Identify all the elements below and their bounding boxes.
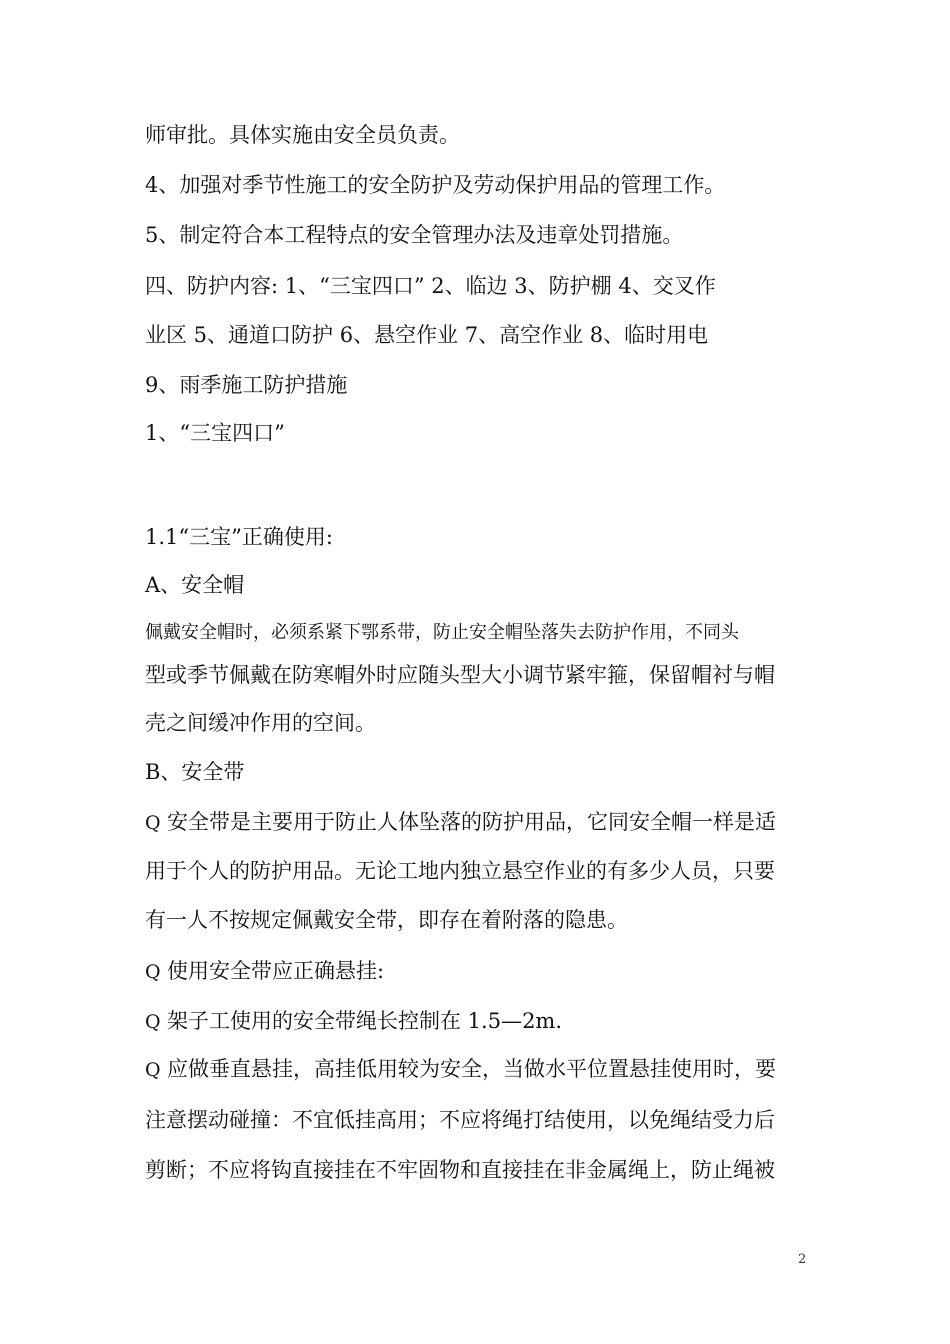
bullet-icon: Q	[145, 1011, 161, 1033]
bullet-icon: Q	[145, 812, 161, 834]
text-line-10: 剪断；不应将钩直接挂在不牢固物和直接挂在非金属绳上，防止绳被	[145, 1158, 775, 1182]
bullet-text: 架子工使用的安全带绳长控制在 1.5—2m.	[167, 1009, 563, 1033]
text-line-6: 9、雨季施工防护措施	[145, 373, 348, 397]
text-line-4: 四、防护内容: 1、“三宝四口” 2、临边 3、防护棚 4、交叉作	[145, 274, 716, 298]
text-line-1: 师审批。具体实施由安全员负责。	[145, 123, 460, 147]
paragraph-line-2: 型或季节佩戴在防寒帽外时应随头型大小调节紧牢箍，保留帽衬与帽	[145, 663, 775, 687]
paragraph-line-1: 佩戴安全帽时，必须系紧下鄂系带，防止安全帽坠落失去防护作用，不同头	[145, 622, 739, 643]
item-a-heading: A、安全帽	[145, 573, 245, 597]
bullet-line-4	[145, 1055, 815, 1084]
bullet-text: 使用安全带应正确悬挂:	[167, 959, 385, 983]
text-line-5: 业区 5、通道口防护 6、悬空作业 7、高空作业 8、临时用电	[145, 323, 709, 347]
paragraph-line-3: 壳之间缓冲作用的空间。	[145, 711, 376, 735]
item-b-heading: B、安全带	[145, 760, 245, 784]
page-number: 2	[798, 1252, 807, 1267]
text-line-3: 5、制定符合本工程特点的安全管理办法及违章处罚措施。	[145, 223, 684, 247]
text-line-8: 有一人不按规定佩戴安全带，即存在着附落的隐患。	[145, 908, 628, 932]
bullet-text: 应做垂直悬挂，高挂低用较为安全，当做水平位置悬挂使用时，要	[167, 1057, 776, 1081]
bullet-text: 安全带是主要用于防止人体坠落的防护用品，它同安全帽一样是适	[167, 810, 776, 834]
bullet-line-3	[145, 1007, 815, 1036]
subsection-heading: 1.1“三宝”正确使用:	[145, 525, 333, 549]
bullet-line-2	[145, 957, 815, 986]
bullet-icon: Q	[145, 1059, 161, 1081]
bullet-icon: Q	[145, 961, 161, 983]
text-line-7: 用于个人的防护用品。无论工地内独立悬空作业的有多少人员，只要	[145, 859, 775, 883]
text-line-2: 4、加强对季节性施工的安全防护及劳动保护用品的管理工作。	[145, 173, 726, 197]
bullet-line-1	[145, 808, 815, 837]
text-line-9: 注意摆动碰撞：不宜低挂高用；不应将绳打结使用，以免绳结受力后	[145, 1108, 775, 1132]
section-heading: 1、“三宝四口”	[145, 421, 285, 445]
